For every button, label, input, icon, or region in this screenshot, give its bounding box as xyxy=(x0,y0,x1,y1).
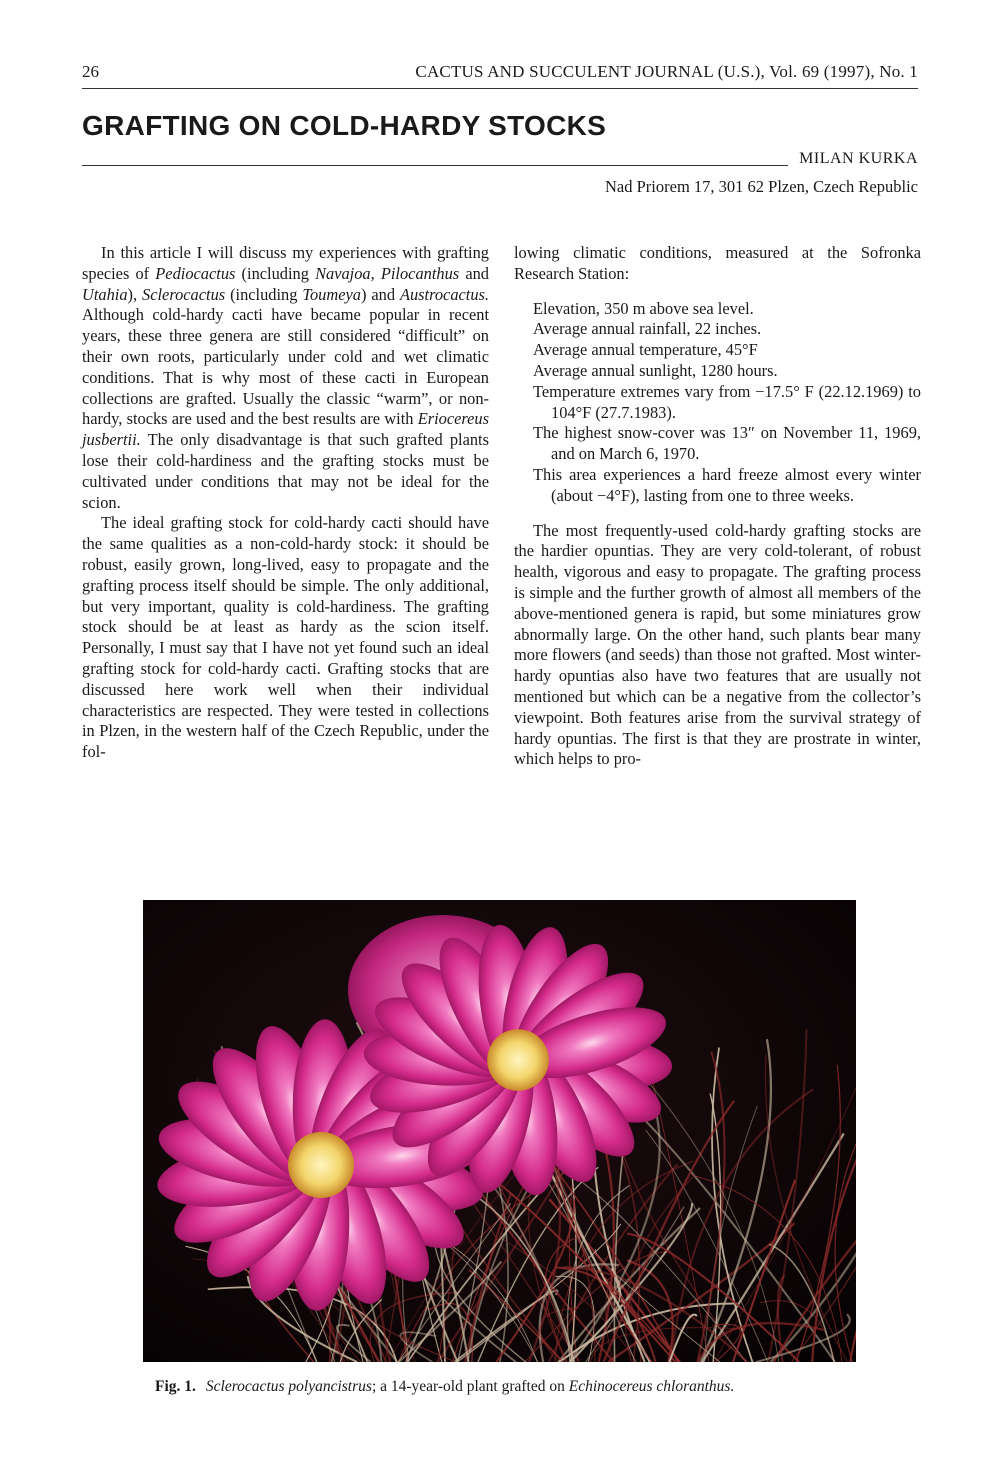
climate-item: Average annual rainfall, 22 inches. xyxy=(533,319,762,339)
author-name: MILAN KURKA xyxy=(799,150,918,167)
author-address: Nad Priorem 17, 301 62 Plzen, Czech Republic xyxy=(605,177,918,196)
paragraph-4: The most frequently-used cold-hardy grafting stocks are the hardier opuntias. They are very cold-tolerant, of robust health, vigorous and easy to propagate. The grafting process is simple and the further growth of almost all members of the above-mentioned genera is rapid, but some miniatures grow abnormally large. On the other hand, such plants bear many more flowers (and seeds) than those not grafted. Most winter-hardy opuntias also have two features that are usually not mentioned but which can be a negative from the collector’s viewpoint. Both features arise from the survival strategy of hardy opuntias. The first is that they are prostrate in winter, which helps to pro- xyxy=(514,520,921,769)
climate-item: Average annual sunlight, 1280 hours. xyxy=(533,360,778,380)
running-header xyxy=(82,60,918,89)
byline xyxy=(82,150,918,172)
paragraph-3: lowing climatic conditions, measured at the Sofronka Research Station: xyxy=(514,243,921,283)
column-right xyxy=(514,243,921,770)
column-left xyxy=(82,243,489,763)
figure-label: Fig. 1. xyxy=(155,1378,196,1395)
climate-list xyxy=(533,299,921,507)
paragraph-1: In this article I will discuss my experiences with grafting species of Pediocactus (including Navajoa, Pilocanthus and Utahia), Sclerocactus (including Toumeya) and Austrocactus. Although cold-hardy cacti have became popular in recent years, these three genera are still considered “difficult” on their own roots, particularly under cold and wet climatic conditions. That is why most of these cacti in European collections are grafted. Usually the classic “warm”, or non-hardy, stocks are used and the best results are with Eriocereus jusbertii. The only disadvantage is that such grafted plants lose their cold-hardiness and the grafting stocks must be cultivated under conditions that may not be ideal for the scion. xyxy=(82,243,490,512)
cactus-flower-image xyxy=(143,900,856,1362)
running-title: CACTUS AND SUCCULENT JOURNAL (U.S.), Vol. 69 (1997), No. 1 xyxy=(415,62,918,81)
figure-caption xyxy=(155,1378,875,1396)
paragraph-2: The ideal grafting stock for cold-hardy cacti should have the same qualities as a non-cold-hardy stock: it should be robust, easily grown, long-lived, easy to propagate and the grafting process itself should be simple. The only additional, but very important, quality is cold-hardiness. The grafting stock should be at least as hardy as the scion itself. Personally, I must say that I have not yet found such an ideal grafting stock for cold-hardy cacti. Grafting stocks that are discussed here work well when their individual characteristics are respected. They were tested in collections in Plzen, in the western half of the Czech Republic, under the fol- xyxy=(82,513,489,762)
climate-item: Elevation, 350 m above sea level. xyxy=(533,298,754,318)
byline-rule xyxy=(82,165,788,166)
page-number: 26 xyxy=(82,62,99,81)
caption-middle: ; a 14-year-old plant grafted on xyxy=(371,1378,569,1395)
caption-stock: Echinocereus chloranthus. xyxy=(568,1378,735,1395)
climate-item: Temperature extremes vary from −17.5° F (22.12.1969) to 104°F (27.7.1983). xyxy=(533,381,921,422)
climate-item: The highest snow-cover was 13″ on November 11, 1969, and on March 6, 1970. xyxy=(533,423,921,464)
caption-species: Sclerocactus polyancistrus xyxy=(205,1378,372,1395)
climate-item: Average annual temperature, 45°F xyxy=(533,340,758,360)
article-title: GRAFTING ON COLD-HARDY STOCKS xyxy=(82,110,607,141)
figure-photo xyxy=(143,900,856,1362)
climate-item: This area experiences a hard freeze almost every winter (about −4°F), lasting from one to three weeks. xyxy=(533,464,921,505)
